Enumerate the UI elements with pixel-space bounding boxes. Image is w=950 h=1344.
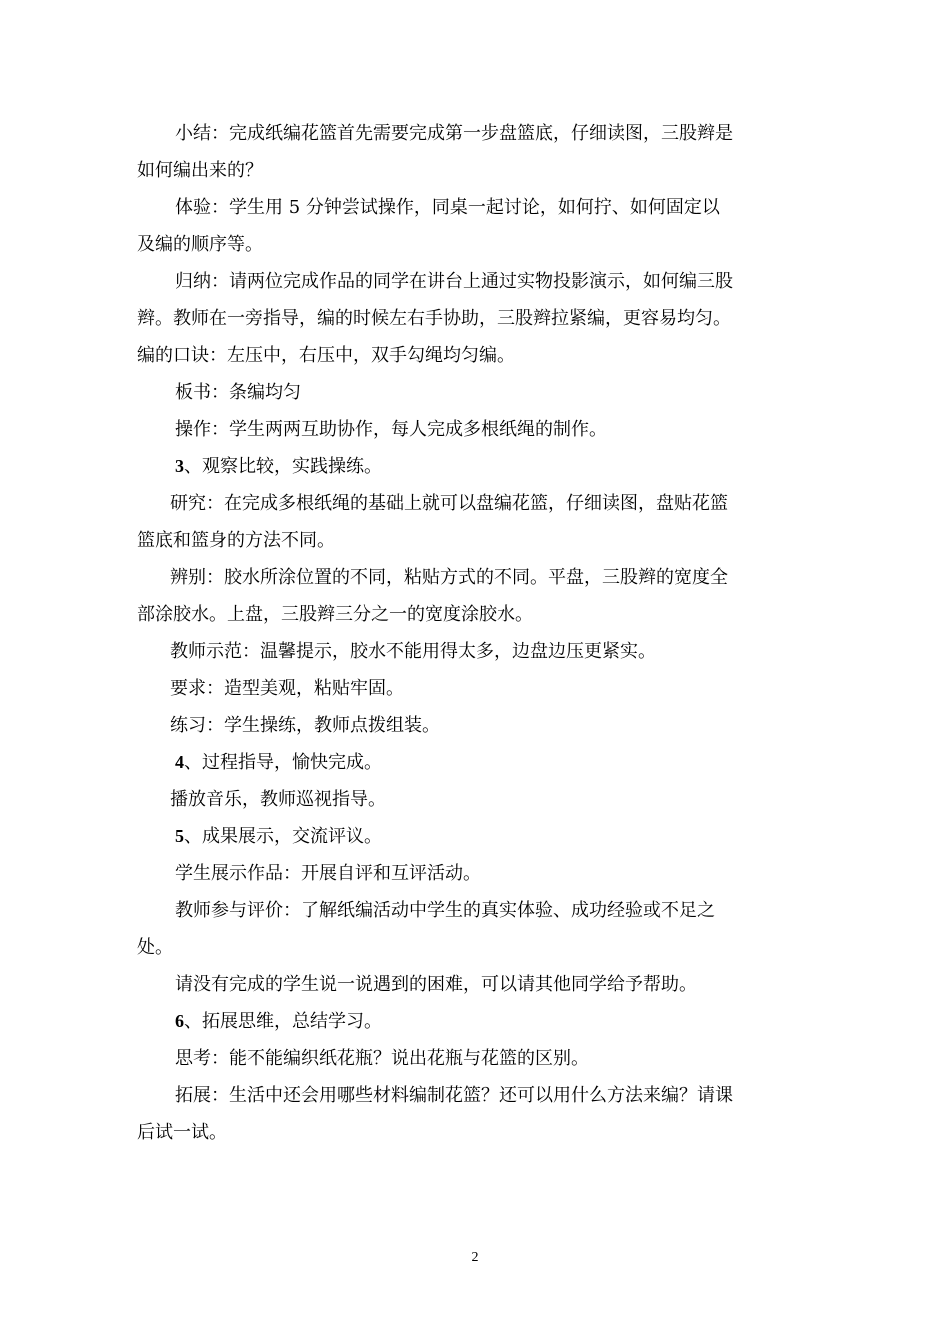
paragraph-board: 板书：条编均匀 [175, 382, 301, 403]
heading-step-4 [137, 744, 737, 781]
step-number: 6 [175, 1011, 184, 1031]
paragraph-help: 请没有完成的学生说一说遇到的困难，可以请其他同学给予帮助。 [175, 974, 697, 995]
paragraph-experience: 体验：学生用 5 分钟尝试操作，同桌一起讨论，如何拧、如何固定以及编的顺序等。 [137, 197, 720, 255]
paragraph-operation: 操作：学生两两互助协作，每人完成多根纸绳的制作。 [175, 419, 607, 440]
heading-step-5 [137, 818, 737, 855]
step-title: 、观察比较，实践操练。 [184, 456, 382, 477]
step-title: 、成果展示，交流评议。 [184, 826, 382, 847]
document-body [137, 115, 737, 1151]
paragraph-distinguish: 辨别：胶水所涂位置的不同，粘贴方式的不同。平盘，三股辫的宽度全部涂胶水。上盘，三股辫三分之一的宽度涂胶水。 [137, 567, 728, 625]
heading-step-6 [137, 1003, 737, 1040]
paragraph-demo: 教师示范：温馨提示，胶水不能用得太多，边盘边压更紧实。 [170, 641, 656, 662]
paragraph-show: 学生展示作品：开展自评和互评活动。 [175, 863, 481, 884]
paragraph-evaluate: 教师参与评价：了解纸编活动中学生的真实体验、成功经验或不足之处。 [137, 900, 715, 958]
step-title: 、拓展思维，总结学习。 [184, 1011, 382, 1032]
step-number: 3 [175, 456, 184, 476]
step-number: 4 [175, 752, 184, 772]
step-title: 、过程指导，愉快完成。 [184, 752, 382, 773]
page-number: 2 [471, 1250, 479, 1265]
paragraph-extend: 拓展：生活中还会用哪些材料编制花篮？还可以用什么方法来编？请课后试一试。 [137, 1085, 733, 1143]
paragraph-practice: 练习：学生操练，教师点拨组装。 [170, 715, 440, 736]
paragraph-music: 播放音乐，教师巡视指导。 [170, 789, 386, 810]
paragraph-research: 研究：在完成多根纸绳的基础上就可以盘编花篮，仔细读图，盘贴花篮篮底和篮身的方法不同。 [137, 493, 728, 551]
paragraph-think: 思考：能不能编织纸花瓶？说出花瓶与花篮的区别。 [175, 1048, 589, 1069]
paragraph-requirement: 要求：造型美观，粘贴牢固。 [170, 678, 404, 699]
heading-step-3 [137, 448, 737, 485]
paragraph-induction: 归纳：请两位完成作品的同学在讲台上通过实物投影演示，如何编三股辫。教师在一旁指导，编的时候左右手协助，三股辫拉紧编，更容易均匀。编的口诀：左压中，右压中，双手勾绳均匀编。 [137, 271, 733, 366]
paragraph-summary: 小结：完成纸编花篮首先需要完成第一步盘篮底，仔细读图，三股辫是如何编出来的？ [137, 123, 733, 181]
step-number: 5 [175, 826, 184, 846]
